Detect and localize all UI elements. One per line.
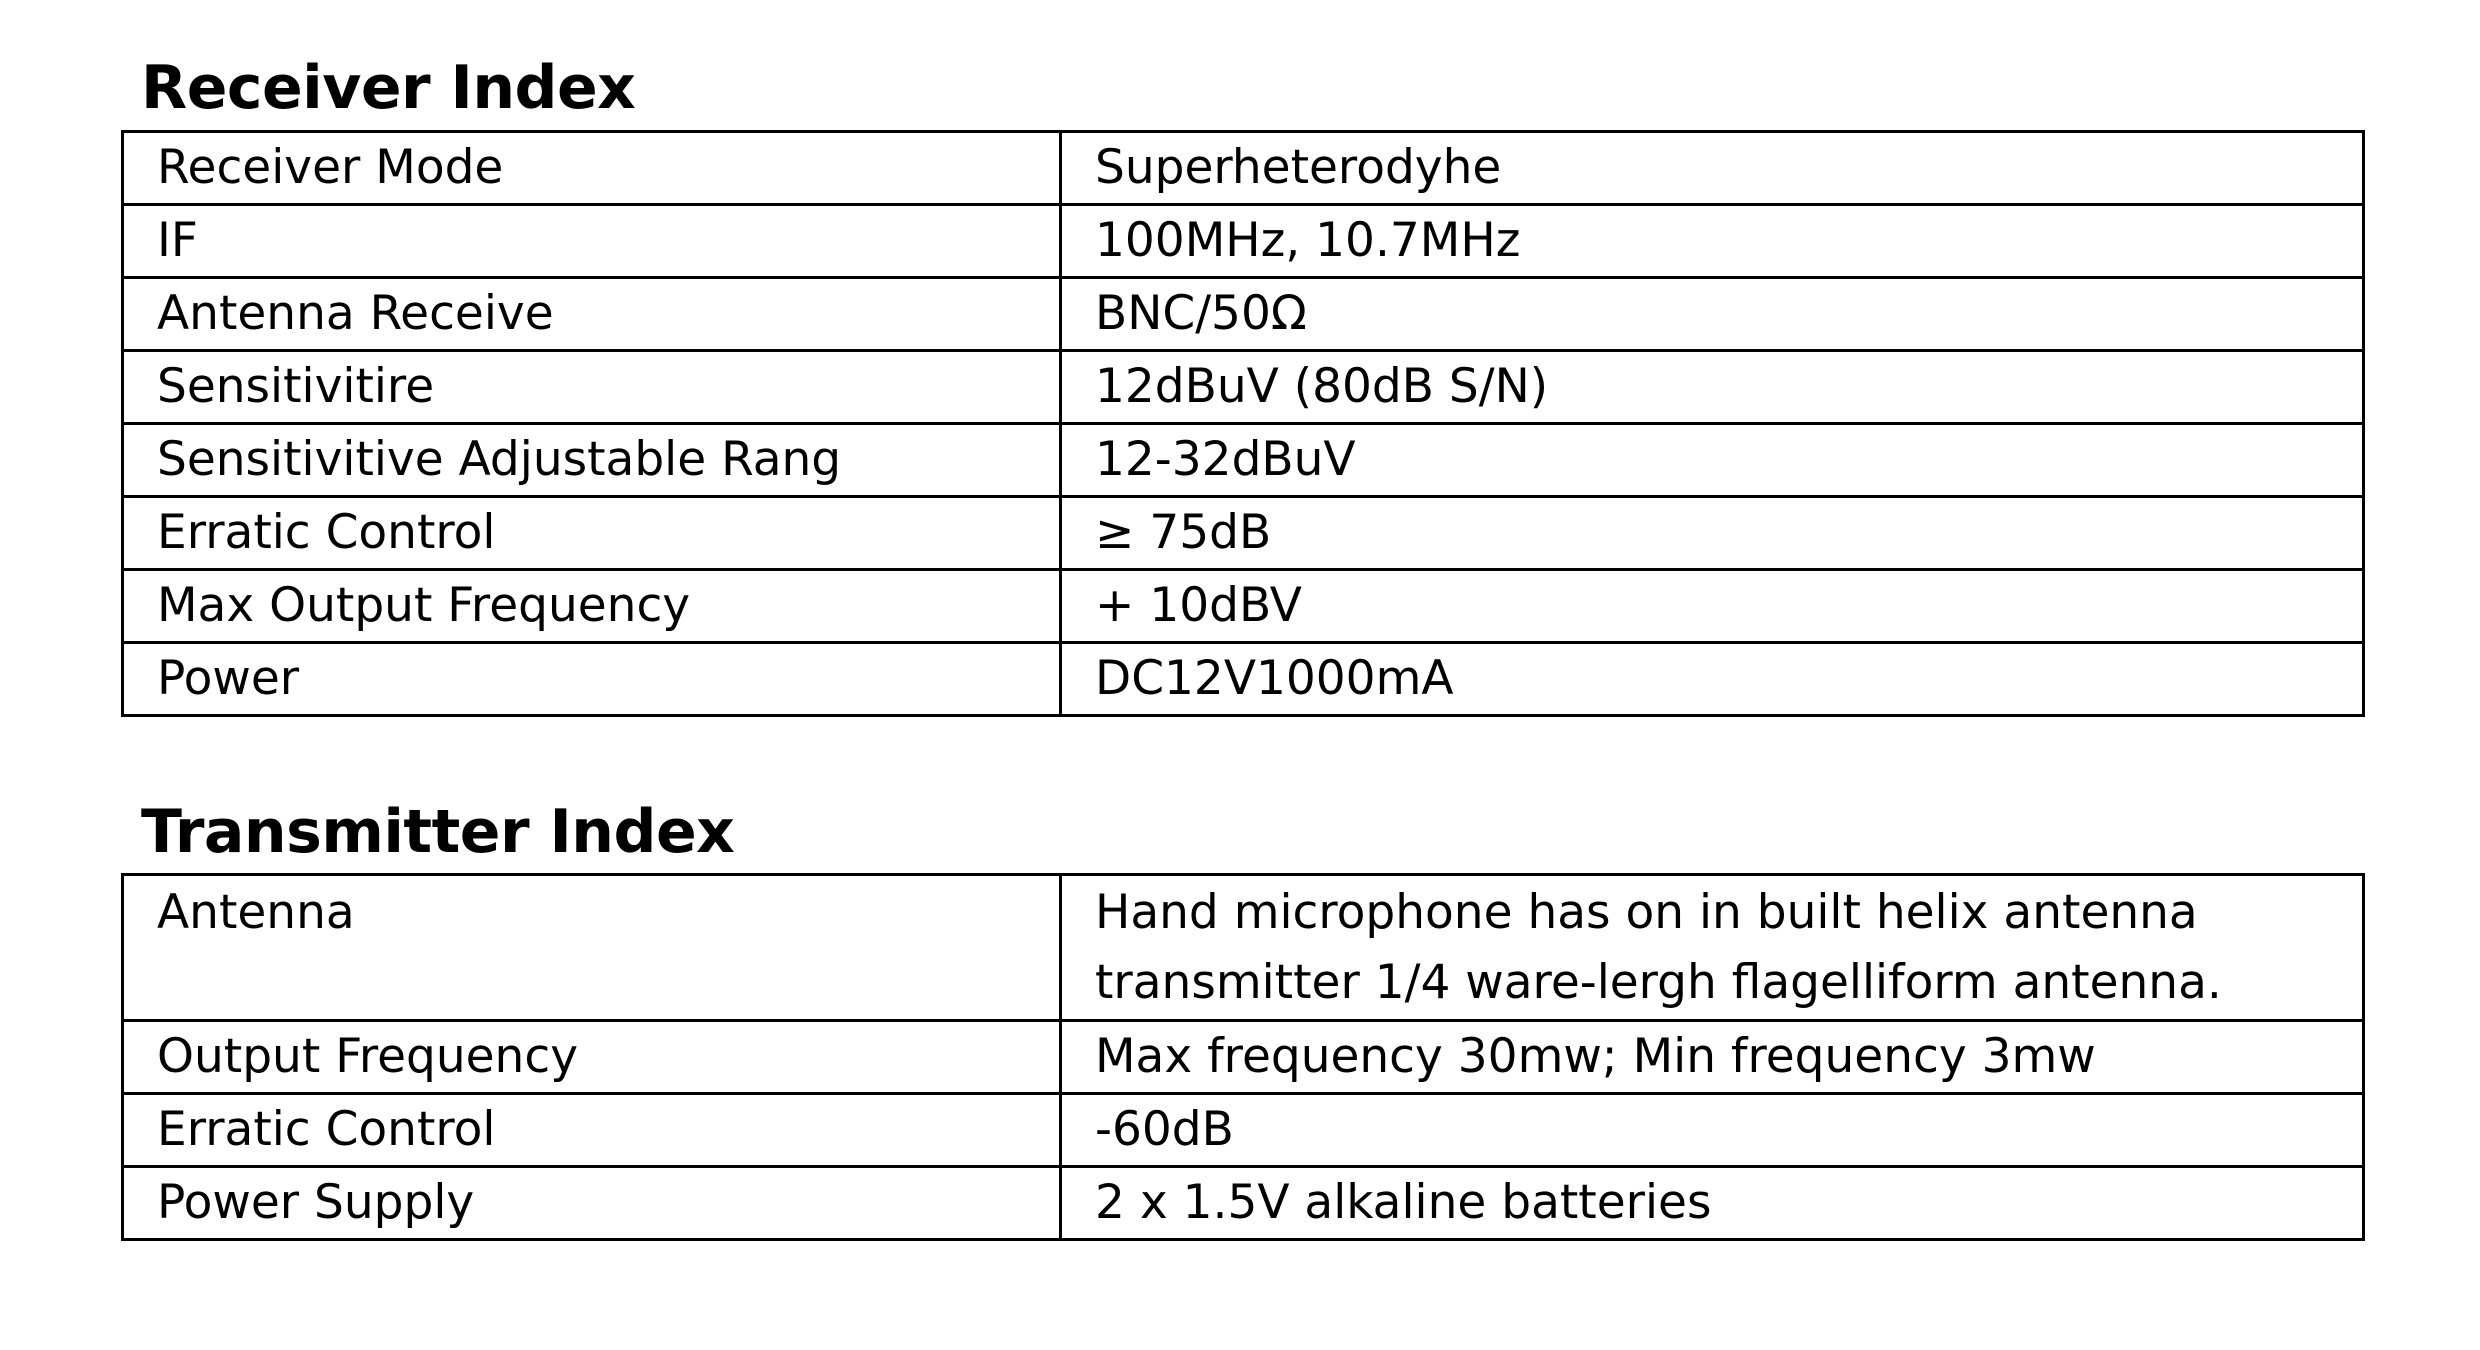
value-receiver-mode: Superheterodyhe <box>1061 132 2364 205</box>
param-max-output-frequency: Max Output Frequency <box>123 570 1061 643</box>
value-sensitivity-adjustable-range: 12-32dBuV <box>1061 424 2364 497</box>
value-sensitivitire: 12dBuV (80dB S/N) <box>1061 351 2364 424</box>
value-antenna <box>1061 875 2364 1021</box>
param-receiver-mode: Receiver Mode <box>123 132 1061 205</box>
param-antenna: Antenna <box>123 875 1061 1021</box>
value-erratic-control: ≥ 75dB <box>1061 497 2364 570</box>
table-row <box>123 1021 2364 1094</box>
param-antenna-receive: Antenna Receive <box>123 278 1061 351</box>
table-row <box>123 205 2364 278</box>
value-if: 100MHz, 10.7MHz <box>1061 205 2364 278</box>
receiver-index-title: Receiver Index <box>141 53 636 123</box>
param-sensitivitire: Sensitivitire <box>123 351 1061 424</box>
transmitter-index-title: Transmitter Index <box>141 797 735 867</box>
table-row <box>123 278 2364 351</box>
table-row <box>123 132 2364 205</box>
param-power-supply: Power Supply <box>123 1167 1061 1240</box>
param-power: Power <box>123 643 1061 716</box>
table-row <box>123 643 2364 716</box>
param-erratic-control: Erratic Control <box>123 1094 1061 1167</box>
param-if: IF <box>123 205 1061 278</box>
value-antenna-line-2: transmitter 1/4 ware-lergh flagelliform antenna. <box>1095 955 2222 1010</box>
receiver-spec-table <box>121 130 2365 717</box>
value-erratic-control: -60dB <box>1061 1094 2364 1167</box>
table-row <box>123 875 2364 1021</box>
value-antenna-line-1: Hand microphone has on in built helix antenna <box>1095 885 2198 940</box>
table-row <box>123 570 2364 643</box>
value-output-frequency: Max frequency 30mw; Min frequency 3mw <box>1061 1021 2364 1094</box>
param-sensitivity-adjustable-range: Sensitivitive Adjustable Rang <box>123 424 1061 497</box>
transmitter-spec-table <box>121 873 2365 1241</box>
table-row <box>123 1167 2364 1240</box>
table-row <box>123 497 2364 570</box>
value-max-output-frequency: + 10dBV <box>1061 570 2364 643</box>
value-antenna-receive: BNC/50Ω <box>1061 278 2364 351</box>
table-row <box>123 424 2364 497</box>
value-power-supply: 2 x 1.5V alkaline batteries <box>1061 1167 2364 1240</box>
param-erratic-control: Erratic Control <box>123 497 1061 570</box>
value-power: DC12V1000mA <box>1061 643 2364 716</box>
table-row <box>123 351 2364 424</box>
param-output-frequency: Output Frequency <box>123 1021 1061 1094</box>
table-row <box>123 1094 2364 1167</box>
